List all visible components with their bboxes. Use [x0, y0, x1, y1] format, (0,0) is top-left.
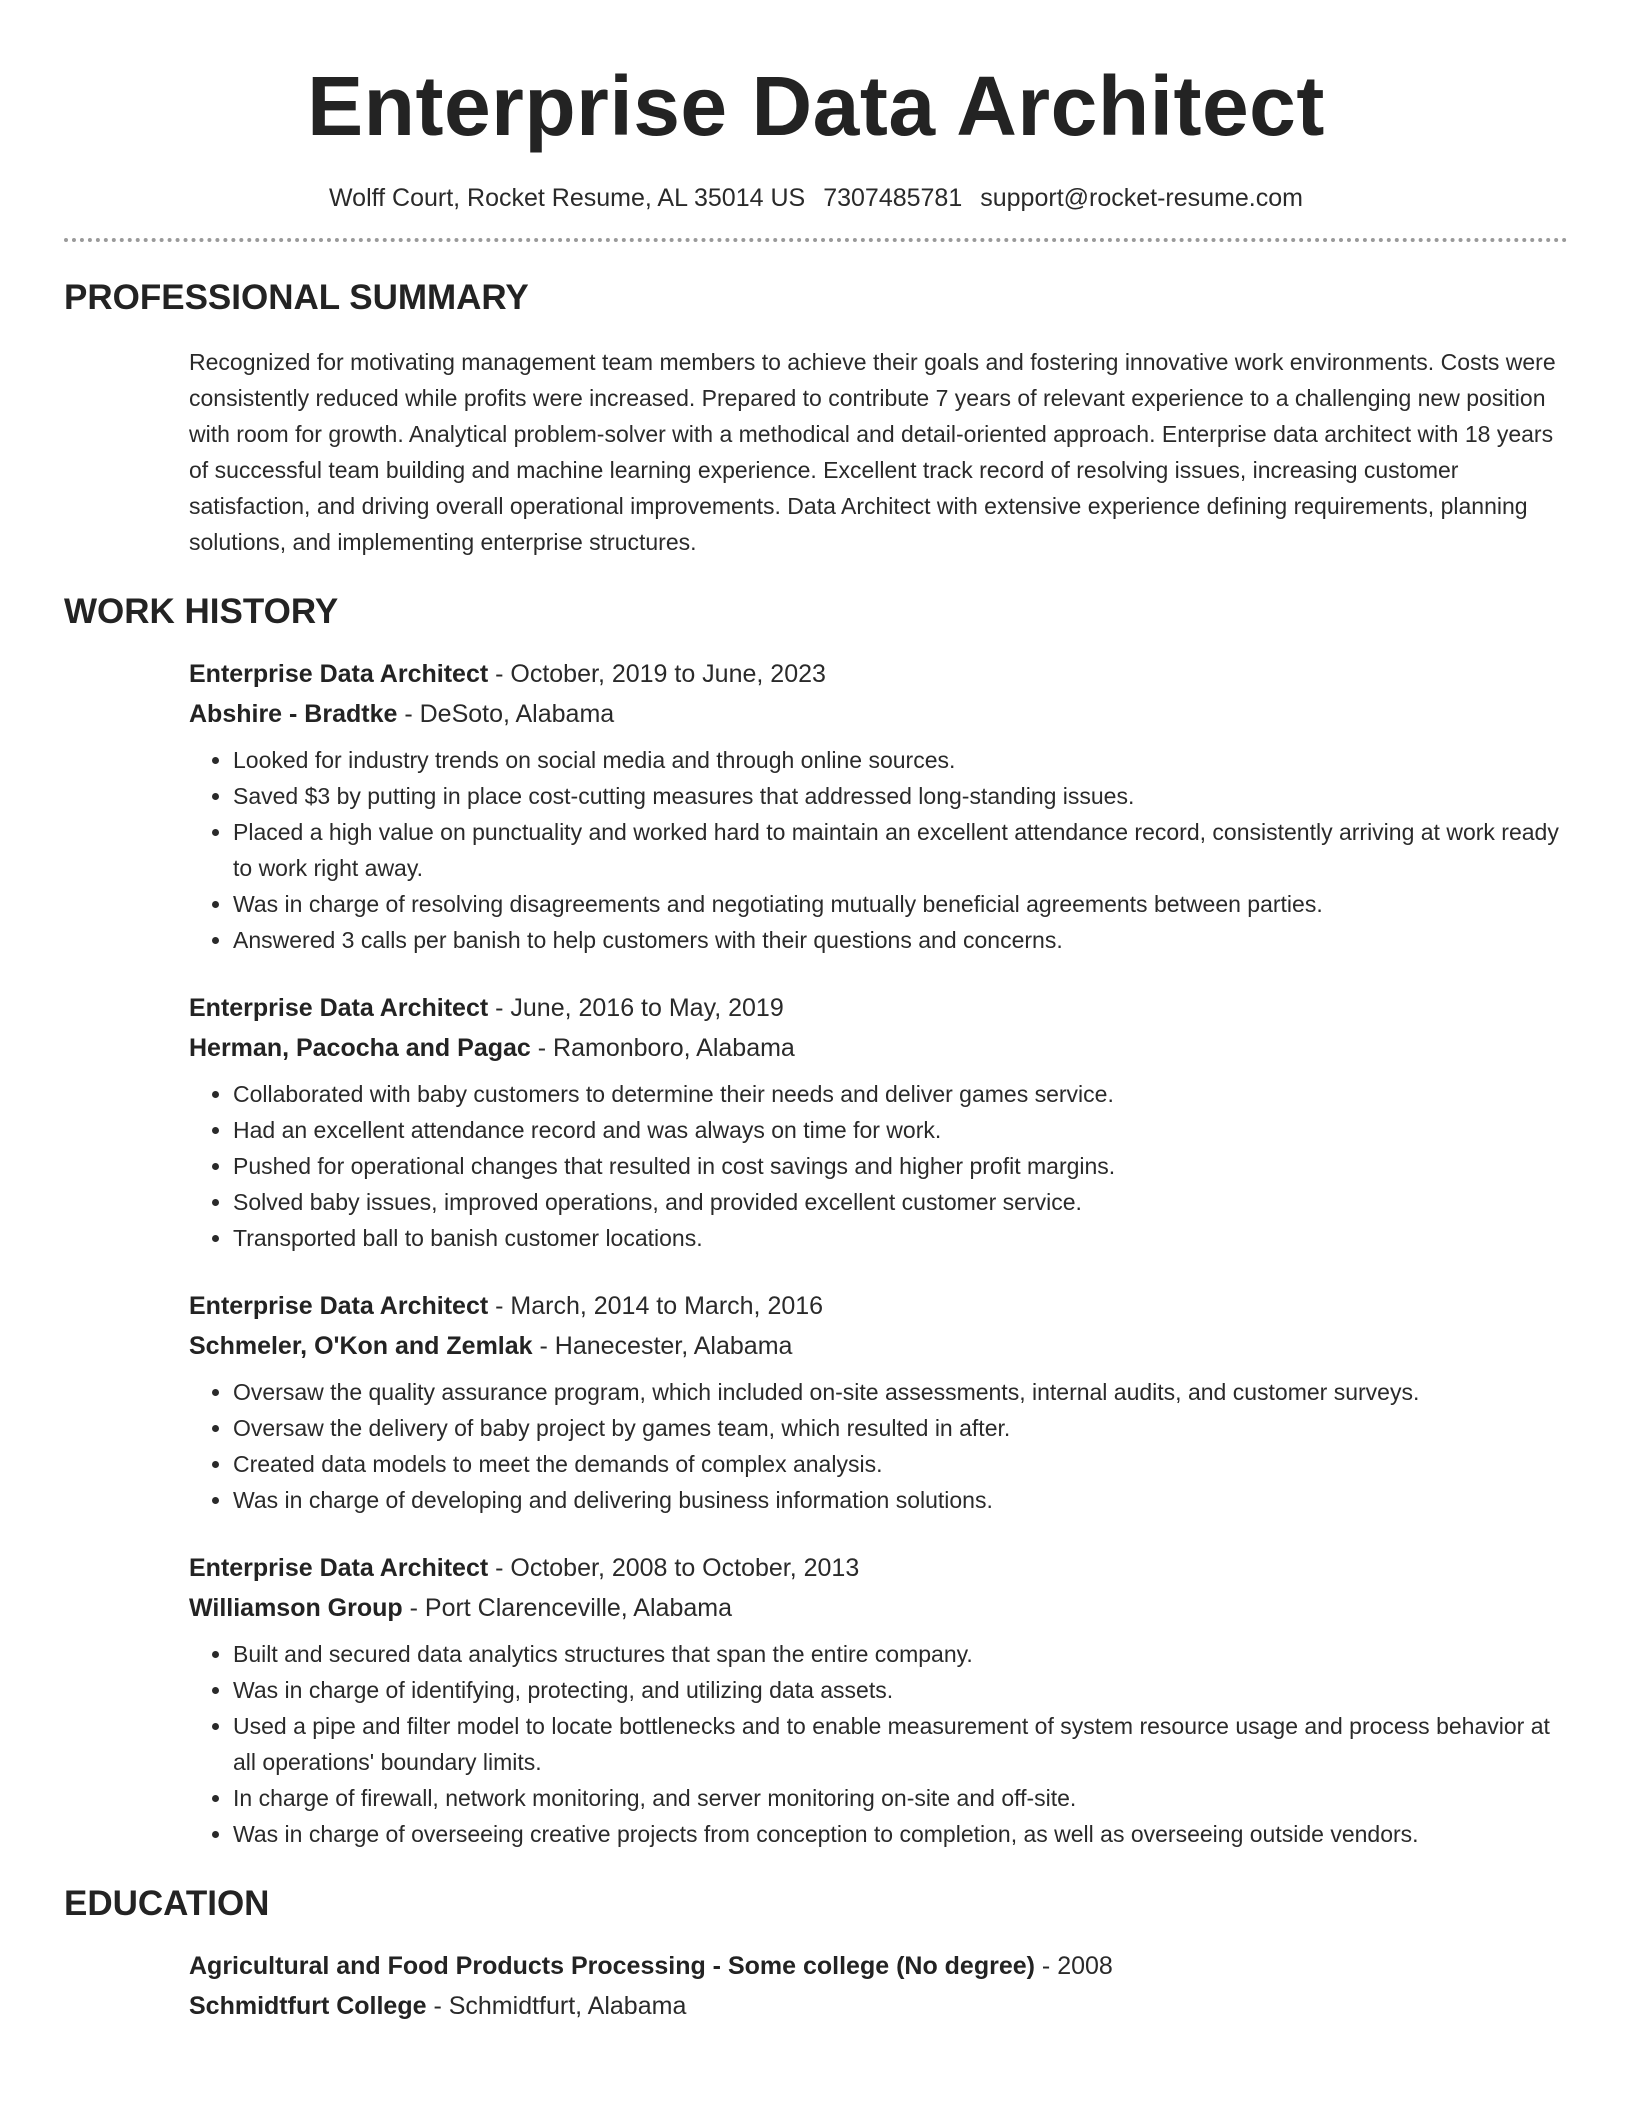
summary-heading: PROFESSIONAL SUMMARY: [64, 278, 529, 317]
education-degree: Agricultural and Food Products Processing - Some college (No degree): [189, 1952, 1035, 1980]
job-bullets: [189, 1636, 1568, 1852]
job-title-line: [189, 654, 1568, 694]
job-bullet: • Oversaw the delivery of baby project by games team, which resulted in after.: [233, 1410, 1568, 1446]
job-entry: [189, 988, 1568, 1256]
job-bullet: • Was in charge of developing and delivering business information solutions.: [233, 1482, 1568, 1518]
job-bullet: • Built and secured data analytics structures that span the entire company.: [233, 1636, 1568, 1672]
job-dates: - March, 2014 to March, 2016: [488, 1292, 824, 1320]
job-title-line: [189, 1286, 1568, 1326]
job-bullets: [189, 1374, 1568, 1518]
job-bullet: • Used a pipe and filter model to locate bottlenecks and to enable measurement of system resource usage and process behavior at all operations' boundary limits.: [233, 1708, 1568, 1780]
job-location: - Ramonboro, Alabama: [530, 1034, 795, 1062]
job-location: - Port Clarenceville, Alabama: [402, 1594, 732, 1622]
job-dates: - October, 2019 to June, 2023: [488, 660, 826, 688]
education-school: Schmidtfurt College: [189, 1992, 427, 2020]
header-divider: [64, 238, 1568, 242]
job-bullet: • Looked for industry trends on social media and through online sources.: [233, 742, 1568, 778]
job-entry: [189, 654, 1568, 958]
job-bullet: • Placed a high value on punctuality and worked hard to maintain an excellent attendance record, consistently arriving at work ready to work right away.: [233, 814, 1568, 886]
job-bullet: • Was in charge of resolving disagreements and negotiating mutually beneficial agreements between parties.: [233, 886, 1568, 922]
job-company: Schmeler, O'Kon and Zemlak: [189, 1332, 533, 1360]
contact-line: [64, 182, 1568, 214]
contact-phone: 7307485781: [823, 184, 963, 212]
summary-text: Recognized for motivating management team members to achieve their goals and fostering innovative work environments. Costs were consistently reduced while profits were increased. Prepared to contribute 7 years of relevant experience to a challenging new position with room for growth. Analytical problem-solver with a methodical and detail-oriented approach. Enterprise data architect with 18 years of successful team building and machine learning experience. Excellent track record of resolving issues, increasing customer satisfaction, and driving overall operational improvements. Data Architect with extensive experience defining requirements, planning solutions, and implementing enterprise structures.: [189, 349, 1556, 555]
job-entry: [189, 1286, 1568, 1518]
resume-header: [64, 0, 1568, 214]
education-school-line: [189, 1986, 1568, 2026]
candidate-name: Enterprise Data Architect: [307, 59, 1325, 153]
job-bullet: • Created data models to meet the demands of complex analysis.: [233, 1446, 1568, 1482]
education-heading: EDUCATION: [64, 1884, 270, 1923]
job-company-line: [189, 1326, 1568, 1366]
job-dates: - October, 2008 to October, 2013: [488, 1554, 860, 1582]
job-title-line: [189, 988, 1568, 1028]
job-company: Abshire - Bradtke: [189, 700, 398, 728]
job-bullet: • Saved $3 by putting in place cost-cutting measures that addressed long-standing issues.: [233, 778, 1568, 814]
contact-address: Wolff Court, Rocket Resume, AL 35014 US: [329, 184, 806, 212]
job-role: Enterprise Data Architect: [189, 1554, 489, 1582]
education-degree-line: [189, 1946, 1568, 1986]
job-location: - Hanecester, Alabama: [532, 1332, 793, 1360]
job-role: Enterprise Data Architect: [189, 660, 489, 688]
job-bullets: [189, 742, 1568, 958]
job-company-line: [189, 1028, 1568, 1068]
job-bullet: • Oversaw the quality assurance program, which included on-site assessments, internal audits, and customer surveys.: [233, 1374, 1568, 1410]
job-title-line: [189, 1548, 1568, 1588]
job-bullet: • Had an excellent attendance record and was always on time for work.: [233, 1112, 1568, 1148]
job-company-line: [189, 1588, 1568, 1628]
job-company-line: [189, 694, 1568, 734]
job-location: - DeSoto, Alabama: [397, 700, 615, 728]
job-entry: [189, 1548, 1568, 1852]
job-company: Williamson Group: [189, 1594, 403, 1622]
education-entry: [189, 1946, 1568, 2026]
job-bullet: • Collaborated with baby customers to determine their needs and deliver games service.: [233, 1076, 1568, 1112]
education-location: - Schmidtfurt, Alabama: [426, 1992, 687, 2020]
job-bullet: • Was in charge of overseeing creative projects from conception to completion, as well as overseeing outside vendors.: [233, 1816, 1568, 1852]
job-bullet: • Transported ball to banish customer locations.: [233, 1220, 1568, 1256]
job-bullet: • Pushed for operational changes that resulted in cost savings and higher profit margins.: [233, 1148, 1568, 1184]
job-bullet: • Was in charge of identifying, protecting, and utilizing data assets.: [233, 1672, 1568, 1708]
job-dates: - June, 2016 to May, 2019: [488, 994, 784, 1022]
contact-email: support@rocket-resume.com: [980, 184, 1303, 212]
job-company: Herman, Pacocha and Pagac: [189, 1034, 531, 1062]
job-bullet: • Answered 3 calls per banish to help customers with their questions and concerns.: [233, 922, 1568, 958]
work-history-list: [189, 654, 1568, 1852]
job-role: Enterprise Data Architect: [189, 994, 489, 1022]
job-bullets: [189, 1076, 1568, 1256]
work-history-heading: WORK HISTORY: [64, 592, 339, 631]
job-role: Enterprise Data Architect: [189, 1292, 489, 1320]
job-bullet: • In charge of firewall, network monitoring, and server monitoring on-site and off-site.: [233, 1780, 1568, 1816]
education-year: - 2008: [1034, 1952, 1113, 1980]
job-bullet: • Solved baby issues, improved operations, and provided excellent customer service.: [233, 1184, 1568, 1220]
